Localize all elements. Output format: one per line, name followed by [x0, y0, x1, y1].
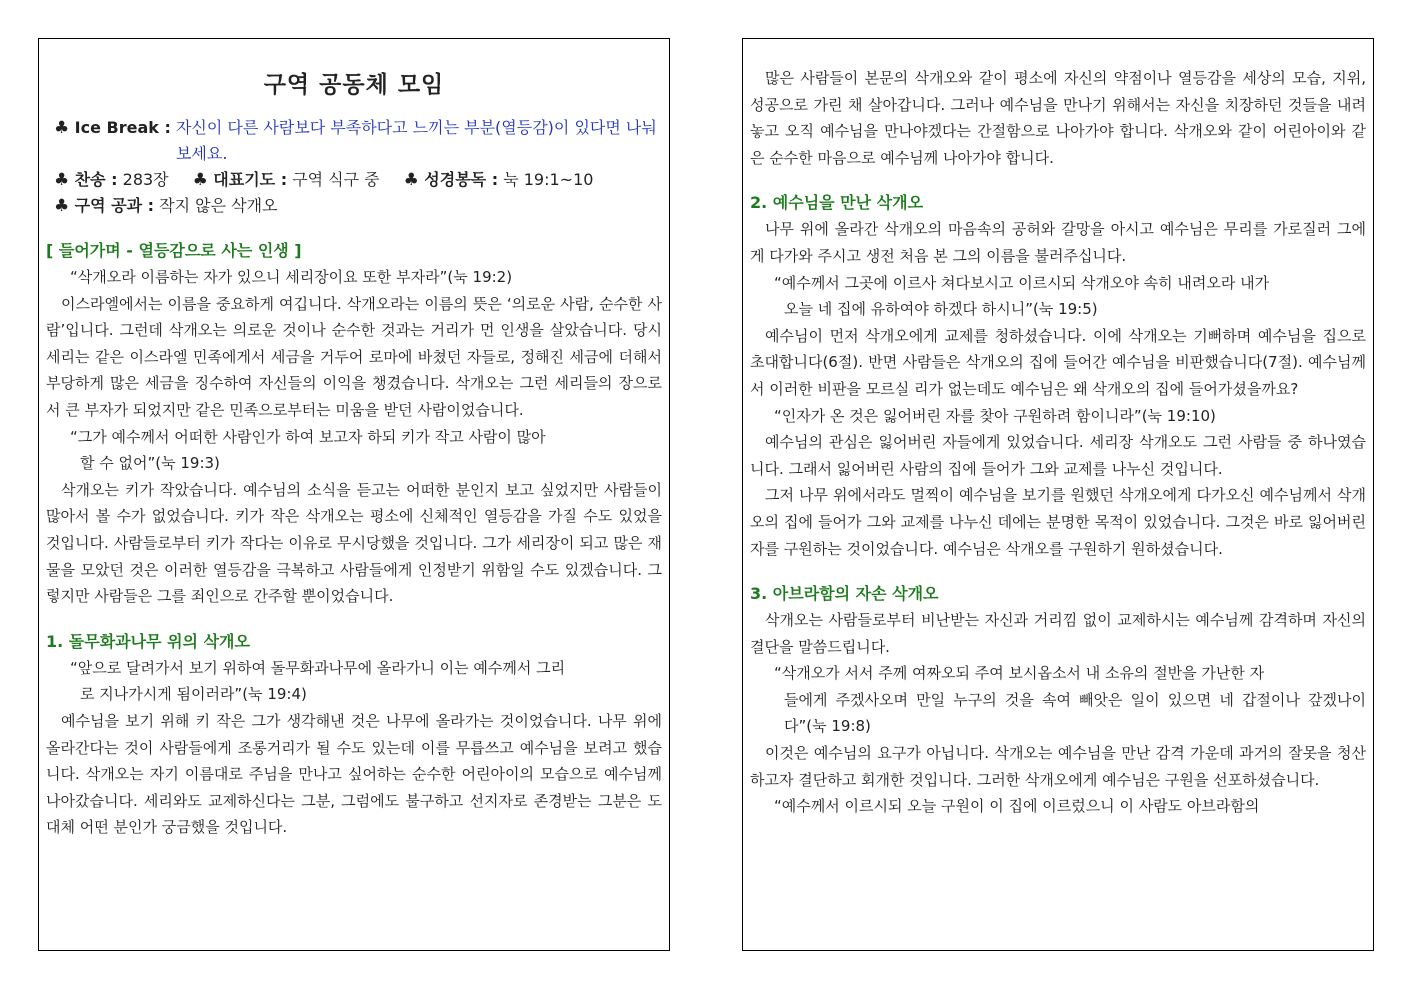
paragraph: 그저 나무 위에서라도 멀찍이 예수님을 보기를 원했던 삭개오에게 다가오신 예수님께서 삭개오의 집에 들어가 그와 교제를 나누신 데에는 분명한 목적이 있었습니다. 그것은 바로 잃어버린 자를 구원하는 것이었습니다. 예수님은 삭개오를 구원하기 원하셨습니다. [750, 486, 1366, 558]
paragraph: 삭개오는 사람들로부터 비난받는 자신과 거리낌 없이 교제하시는 예수님께 감격하며 자신의 결단을 말씀드립니다. [750, 611, 1366, 656]
lesson-value: 작지 않은 삭개오 [159, 196, 278, 215]
paragraph: 예수님의 관심은 잃어버린 자들에게 있었습니다. 세리장 삭개오도 그런 사람들 중 하나였습니다. 그래서 잃어버린 사람의 집에 들어가 그와 교제를 나누신 것입니다. [750, 433, 1366, 478]
prayer-value: 구역 식구 중 [292, 170, 380, 189]
paragraph: 삭개오는 키가 작았습니다. 예수님의 소식을 듣고는 어떠한 분인지 보고 싶었지만 사람들이 많아서 볼 수가 없었습니다. 키가 작은 삭개오는 평소에 신체적인 열등감을 가질 수도 있었을 것입니다. 사람들로부터 키가 작다는 이유로 무시당했을 것입니다. 그가 세리장이 되고 많은 재물을 모았던 것은 이러한 열등감을 극복하고 사람들에게 인정받기 위함일 수도 있겠습니다. 그렇지만 사람들은 그를 죄인으로 간주할 뿐이었습니다. [46, 480, 662, 606]
club-icon: ♣ [192, 170, 214, 190]
scripture-quote: “삭개오라 이름하는 자가 있으니 세리장이요 또한 부자라”(눅 19:2) [70, 268, 513, 286]
paragraph: 예수님을 보기 위해 키 작은 그가 생각해낸 것은 나무에 올라가는 것이었습니다. 나무 위에 올라간다는 것이 사람들에게 조롱거리가 될 수도 있는데 이를 무릅쓰고 예수님을 보려고 했습니다. 삭개오는 자기 이름대로 주님을 만나고 싶어하는 순수한 어린아이의 모습으로 예수님께 나아갔습니다. 세리와도 교제하신다는 그분, 그럼에도 불구하고 선지자로 존경받는 그분은 도대체 어떤 분인가 궁금했을 것입니다. [46, 711, 662, 837]
scripture-quote: “앞으로 달려가서 보기 위하여 돌무화과나무에 올라가니 이는 예수께서 그리 로 지나가시게 됨이러라”(눅 19:4) [70, 658, 566, 704]
club-icon: ♣ [54, 170, 75, 190]
club-icon: ♣ [54, 196, 75, 216]
hymn-label: 찬송 : [74, 170, 118, 189]
paragraph: 나무 위에 올라간 삭개오의 마음속의 공허와 갈망을 아시고 예수님은 무리를 가로질러 그에게 다가와 주시고 생전 처음 본 그의 이름을 불러주십니다. [750, 220, 1366, 265]
section-heading: 3. 아브라함의 자손 삭개오 [750, 584, 939, 604]
scripture-quote: “예수께서 그곳에 이르사 쳐다보시고 이르시되 삭개오야 속히 내려오라 내가 오늘 네 집에 유하여야 하겠다 하시니”(눅 19:5) [774, 273, 1270, 319]
ice-break-text: 자신이 다른 사람보다 부족하다고 느끼는 부분(열등감)이 있다면 나눠보세요. [175, 118, 657, 163]
paragraph: 예수님이 먼저 삭개오에게 교제를 청하셨습니다. 이에 삭개오는 기뻐하며 예수님을 집으로 초대합니다(6절). 반면 사람들은 삭개오의 집에 들어간 예수님을 비판했습니다(7절). 예수님께서 이러한 비판을 모르실 리가 없는데도 예수님은 왜 삭개오의 집에 들어가셨을까요? [750, 326, 1366, 398]
paragraph: 이것은 예수님의 요구가 아닙니다. 삭개오는 예수님을 만난 감격 가운데 과거의 잘못을 청산하고자 결단하고 회개한 것입니다. 그러한 삭개오에게 예수님은 구원을 선포하셨습니다. [750, 744, 1366, 789]
scripture-quote: “그가 예수께서 어떠한 사람인가 하여 보고자 하되 키가 작고 사람이 많아 할 수 없어”(눅 19:3) [70, 427, 546, 473]
section-heading: 2. 예수님을 만난 삭개오 [750, 193, 924, 213]
lesson-row [54, 193, 662, 219]
paragraph: 많은 사람들이 본문의 삭개오와 같이 평소에 자신의 약점이나 열등감을 세상의 모습, 지위, 성공으로 가린 채 살아갑니다. 그러나 예수님을 만나기 위해서는 자신을 치장하던 것들을 내려놓고 오직 예수님을 만나야겠다는 간절함으로 나아가야 합니다. 삭개오와 같이 어린아이와 같은 순수한 마음으로 예수님께 나아가야 합니다. [750, 69, 1366, 167]
scripture-quote: “삭개오가 서서 주께 여짜오되 주여 보시옵소서 내 소유의 절반을 가난한 자 들에게 주겠사오며 만일 누구의 것을 속여 빼앗은 일이 있으면 네 갑절이나 갚겠나이다”(눅 19:8) [774, 664, 1366, 736]
meeting-info [46, 115, 662, 219]
club-icon: ♣ [403, 170, 425, 190]
intro-heading: [ 들어가며 - 열등감으로 사는 인생 ] [46, 241, 302, 260]
page-title: 구역 공동체 모임 [263, 72, 445, 98]
reading-value: 눅 19:1~10 [503, 170, 594, 189]
scripture-quote: “예수께서 이르시되 오늘 구원이 이 집에 이르렀으니 이 사람도 아브라함의 [774, 797, 1260, 816]
ice-break-label: Ice Break : [74, 118, 171, 137]
hymn-value: 283장 [122, 170, 169, 189]
section-heading: 1. 돌무화과나무 위의 삭개오 [46, 631, 250, 651]
lesson-label: 구역 공과 : [74, 196, 155, 215]
scripture-quote: “인자가 온 것은 잃어버린 자를 찾아 구원하려 함이니라”(눅 19:10) [774, 406, 1216, 425]
prayer-label: 대표기도 : [213, 170, 288, 189]
ice-break-row [54, 115, 662, 167]
order-row [54, 167, 662, 193]
reading-label: 성경봉독 : [424, 170, 499, 189]
right-page [742, 38, 1374, 951]
left-page [38, 38, 670, 951]
club-icon: ♣ [54, 118, 75, 138]
paragraph: 이스라엘에서는 이름을 중요하게 여깁니다. 삭개오라는 이름의 뜻은 ‘의로운 사람, 순수한 사람’입니다. 그런데 삭개오는 의로운 것이나 순수한 것과는 거리가 먼 인생을 살았습니다. 당시 세리는 같은 이스라엘 민족에게서 세금을 거두어 로마에 바쳤던 자들로, 정해진 세금에 더해서 부당하게 많은 세금을 징수하여 자신들의 이익을 챙겼습니다. 삭개오는 그런 세리들의 장으로서 큰 부자가 되었지만 같은 민족으로부터는 미움을 받던 사람이었습니다. [46, 294, 662, 419]
